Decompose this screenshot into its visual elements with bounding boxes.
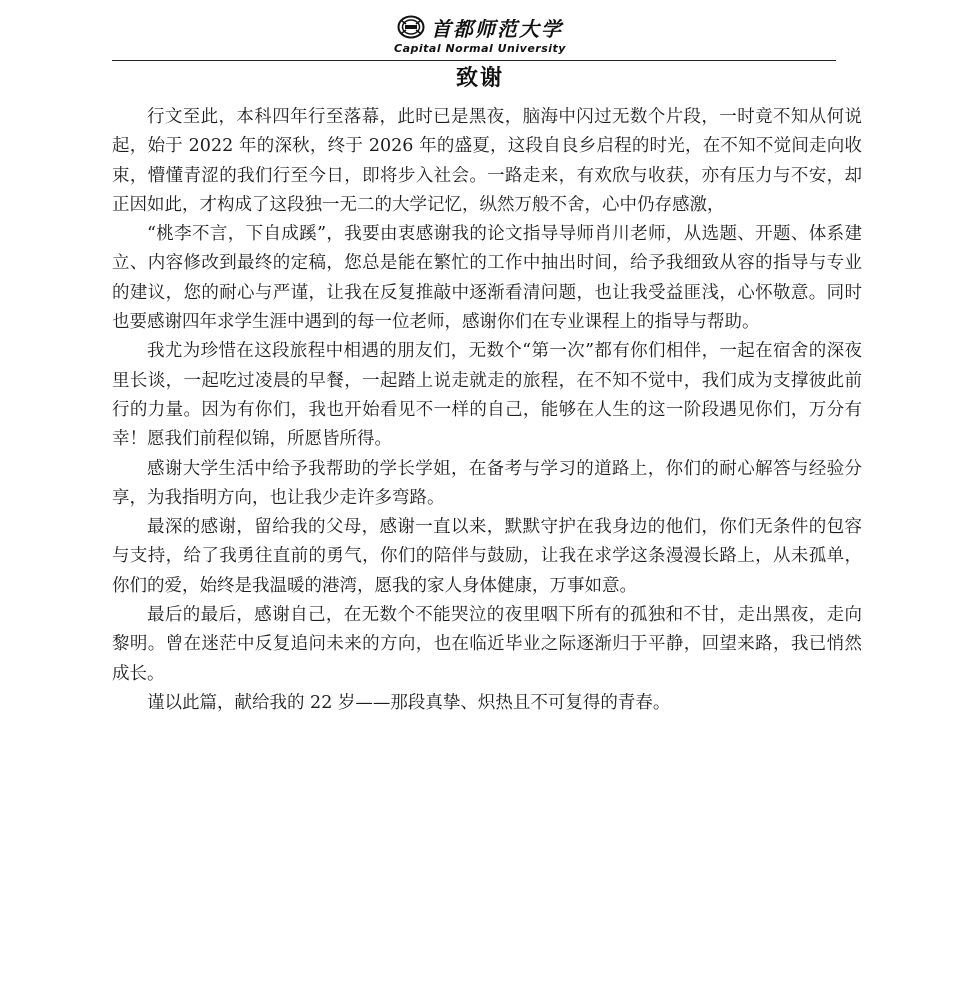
university-emblem-icon: [397, 15, 425, 39]
paragraph: “桃李不言，下自成蹊”，我要由衷感谢我的论文指导导师肖川老师，从选题、开题、体系建立、内容修改到最终的定稿，您总是能在繁忙的工作中抽出时间，给予我细致从容的指导与专业的建议，您的耐心与严谨，让我在反复推敲中逐渐看清问题，也让我受益匪浅，心怀敬意。同时也要感谢四年求学生涯中遇到的每一位老师，感谢你们在专业课程上的指导与帮助。: [112, 224, 862, 333]
header-divider: [112, 60, 836, 61]
acknowledgement-body: [112, 103, 862, 718]
page-title: 致谢: [455, 66, 504, 91]
university-logo: [0, 12, 960, 42]
paragraph: 行文至此，本科四年行至落幕，此时已是黑夜，脑海中闪过无数个片段，一时竟不知从何说起，始于 2022 年的深秋，终于 2026 年的盛夏，这段自良乡启程的时光，在不知不觉间走向收束，懵懂青涩的我们行至今日，即将步入社会。一路走来，有欢欣与收获，亦有压力与不安，却正因如此，才构成了这段独一无二的大学记忆，纵然万般不舍，心中仍存感激，: [112, 107, 862, 215]
paragraph: 我尤为珍惜在这段旅程中相遇的朋友们，无数个“第一次”都有你们相伴，一起在宿舍的深夜里长谈，一起吃过凌晨的早餐，一起踏上说走就走的旅程，在不知不觉中，我们成为支撑彼此前行的力量。因为有你们，我也开始看见不一样的自己，能够在人生的这一阶段遇见你们，万分有幸！愿我们前程似锦，所愿皆所得。: [112, 341, 862, 450]
page-header: [0, 12, 960, 55]
paragraph: 最深的感谢，留给我的父母，感谢一直以来，默默守护在我身边的他们，你们无条件的包容与支持，给了我勇往直前的勇气，你们的陪伴与鼓励，让我在求学这条漫漫长路上，从未孤单，你们的爱，始终是我温暖的港湾，愿我的家人身体健康，万事如意。: [112, 517, 862, 596]
paragraph: 最后的最后，感谢自己，在无数个不能哭泣的夜里咽下所有的孤独和不甘，走出黑夜，走向黎明。曾在迷茫中反复追问未来的方向，也在临近毕业之际逐渐归于平静，回望来路，我已悄然成长。: [112, 605, 862, 684]
paragraph: 谨以此篇，献给我的 22 岁——那段真挚、炽热且不可复得的青春。: [147, 692, 671, 713]
paragraph: 感谢大学生活中给予我帮助的学长学姐，在备考与学习的道路上，你们的耐心解答与经验分享，为我指明方向，也让我少走许多弯路。: [112, 458, 862, 508]
university-name-cn: 首都师范大学: [431, 16, 563, 41]
university-name-en: Capital Normal University: [394, 42, 566, 55]
